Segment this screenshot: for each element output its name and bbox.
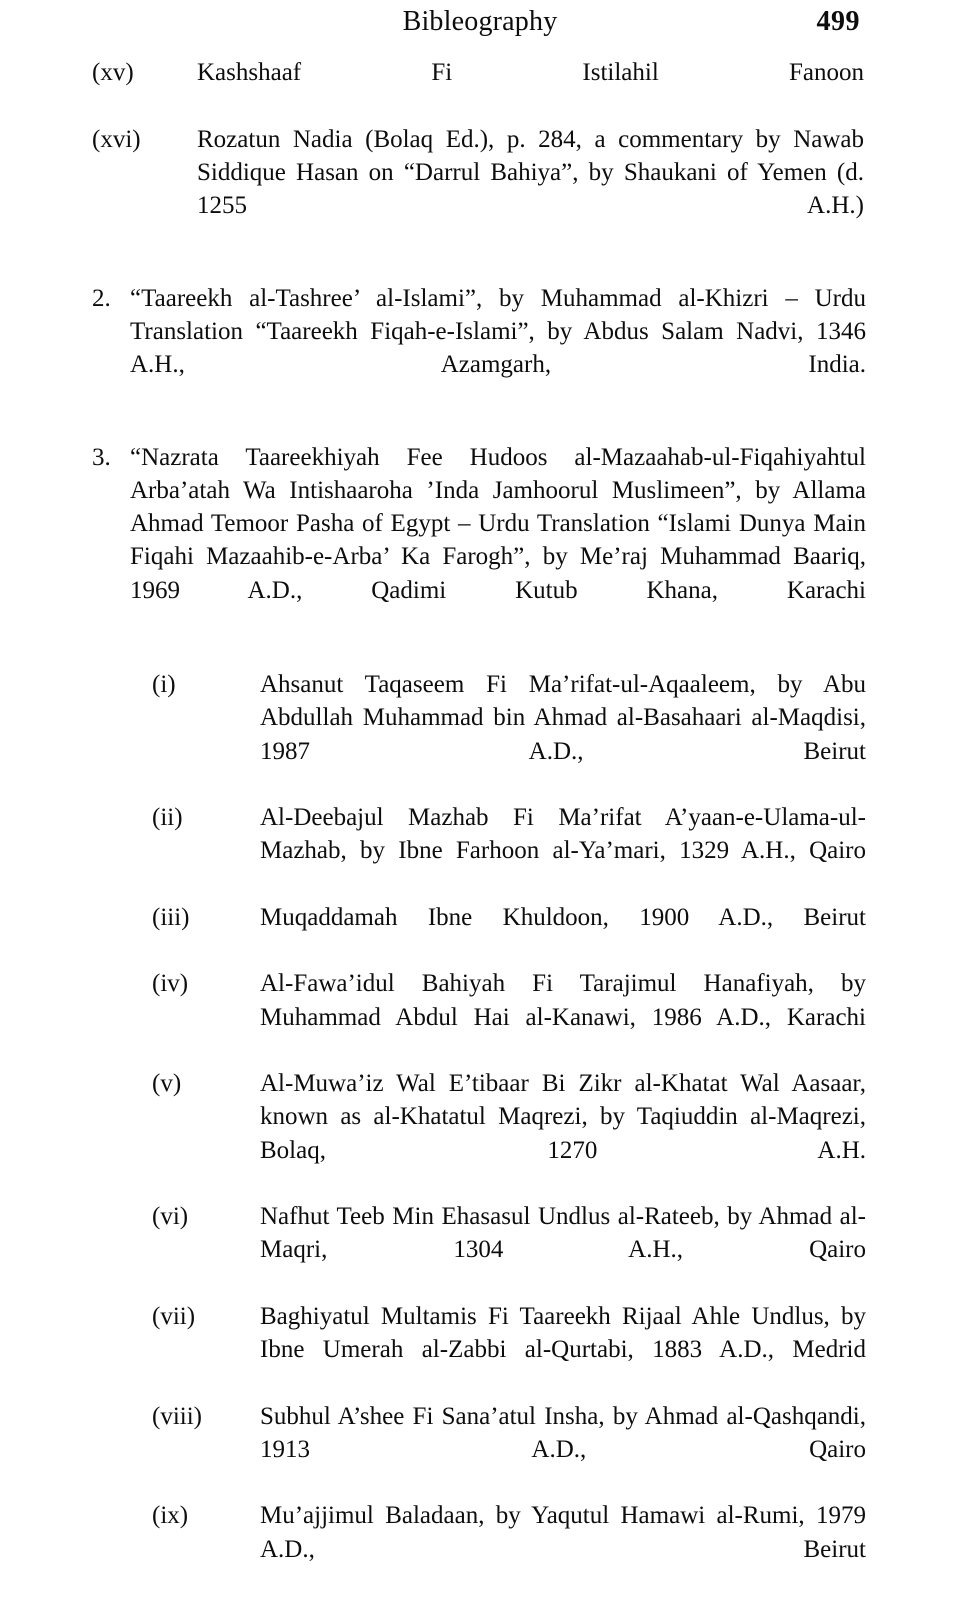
- bibliography-entry: [92, 441, 868, 641]
- list-item: [92, 56, 868, 123]
- entry-text: “Taareekh al-Tashree’ al-Islami”, by Muhammad al-Khizri – Urdu Translation “Taareekh Fiqah-e-Islami”, by Abdus Salam Nadvi, 1346 A.H., Azamgarh, India.: [130, 284, 866, 378]
- list-item-text: Rozatun Nadia (Bolaq Ed.), p. 284, a commentary by Nawab Siddique Hasan on “Darrul Bahiya”, by Shaukani of Yemen (d. 1255 A.H.): [197, 125, 864, 219]
- list-item-text: Kashshaaf Fi Istilahil Fanoon: [197, 59, 864, 86]
- list-item-text: Al-Deebajul Mazhab Fi Ma’rifat A’yaan-e-Ulama-ul-Mazhab, by Ibne Farhoon al-Ya’mari, 1329 A.H., Qairo: [260, 804, 866, 865]
- list-item-text: Mu’ajjimul Baladaan, by Yaqutul Hamawi al-Rumi, 1979 A.D., Beirut: [260, 1502, 866, 1563]
- bibliography-entry: [92, 282, 868, 415]
- list-item-text: Al-Muwa’iz Wal E’tibaar Bi Zikr al-Khatat Wal Aasaar, known as al-Khatatul Maqrezi, by Taqiuddin al-Maqrezi, Bolaq, 1270 A.H.: [260, 1070, 866, 1164]
- list-item-label: (v): [152, 1070, 182, 1097]
- list-item-text: Baghiyatul Multamis Fi Taareekh Rijaal Ahle Undlus, by Ibne Umerah al-Zabbi al-Qurtabi, 1883 A.D., Medrid: [260, 1302, 866, 1363]
- list-item: [92, 123, 868, 256]
- roman-sublist-continued: [92, 56, 868, 256]
- list-item: [152, 1200, 868, 1300]
- list-item-label: (iv): [152, 970, 189, 998]
- list-item-label: (ix): [152, 1502, 189, 1530]
- list-item: [152, 1400, 868, 1500]
- list-item-label: (vii): [152, 1302, 196, 1330]
- list-item: [152, 801, 868, 901]
- list-item-text: Ahsanut Taqaseem Fi Ma’rifat-ul-Aqaaleem, by Abu Abdullah Muhammad bin Ahmad al-Basahaari al-Maqdisi, 1987 A.D., Beirut: [260, 671, 866, 765]
- list-item-label: (xvi): [92, 125, 141, 153]
- list-item-label: (iii): [152, 903, 190, 931]
- page-header: [0, 0, 960, 50]
- running-head-title: Bibleography: [402, 6, 558, 37]
- list-item-text: Subhul A’shee Fi Sana’atul Insha, by Ahmad al-Qashqandi, 1913 A.D., Qairo: [260, 1402, 866, 1463]
- page-number: 499: [816, 6, 860, 37]
- list-item-label: (ii): [152, 804, 183, 831]
- list-item-label: (vi): [152, 1203, 189, 1230]
- entry-text: “Nazrata Taareekhiyah Fee Hudoos al-Mazaahab-ul-Fiqahiyahtul Arba’atah Wa Intishaaroha ’Inda Jamhoorul Muslimeen”, by Allama Ahmad Temoor Pasha of Egypt – Urdu Translation “Islami Dunya Main Fiqahi Mazaahib-e-Arba’ Ka Farogh”, by Me’raj Muhammad Baariq, 1969 A.D., Qadimi Kutub Khana, Karachi: [130, 443, 866, 604]
- list-item: [152, 967, 868, 1067]
- list-item-text: Nafhut Teeb Min Ehasasul Undlus al-Rateeb, by Ahmad al-Maqri, 1304 A.H., Qairo: [260, 1203, 866, 1264]
- list-item: [152, 1499, 868, 1599]
- list-item: [152, 1300, 868, 1400]
- entry-number: 2.: [92, 284, 111, 312]
- list-item-text: Muqaddamah Ibne Khuldoon, 1900 A.D., Beirut: [260, 903, 866, 931]
- entry-number: 3.: [92, 443, 111, 471]
- roman-sublist: [92, 668, 868, 1599]
- list-item: [152, 668, 868, 801]
- list-item-label: (viii): [152, 1402, 202, 1430]
- page-content: [0, 50, 960, 1599]
- list-item-label: (i): [152, 671, 176, 698]
- list-item-label: (xv): [92, 59, 134, 86]
- list-item: [152, 1067, 868, 1200]
- list-item: [152, 901, 868, 968]
- list-item-text: Al-Fawa’idul Bahiyah Fi Tarajimul Hanafiyah, by Muhammad Abdul Hai al-Kanawi, 1986 A.D., Karachi: [260, 970, 866, 1031]
